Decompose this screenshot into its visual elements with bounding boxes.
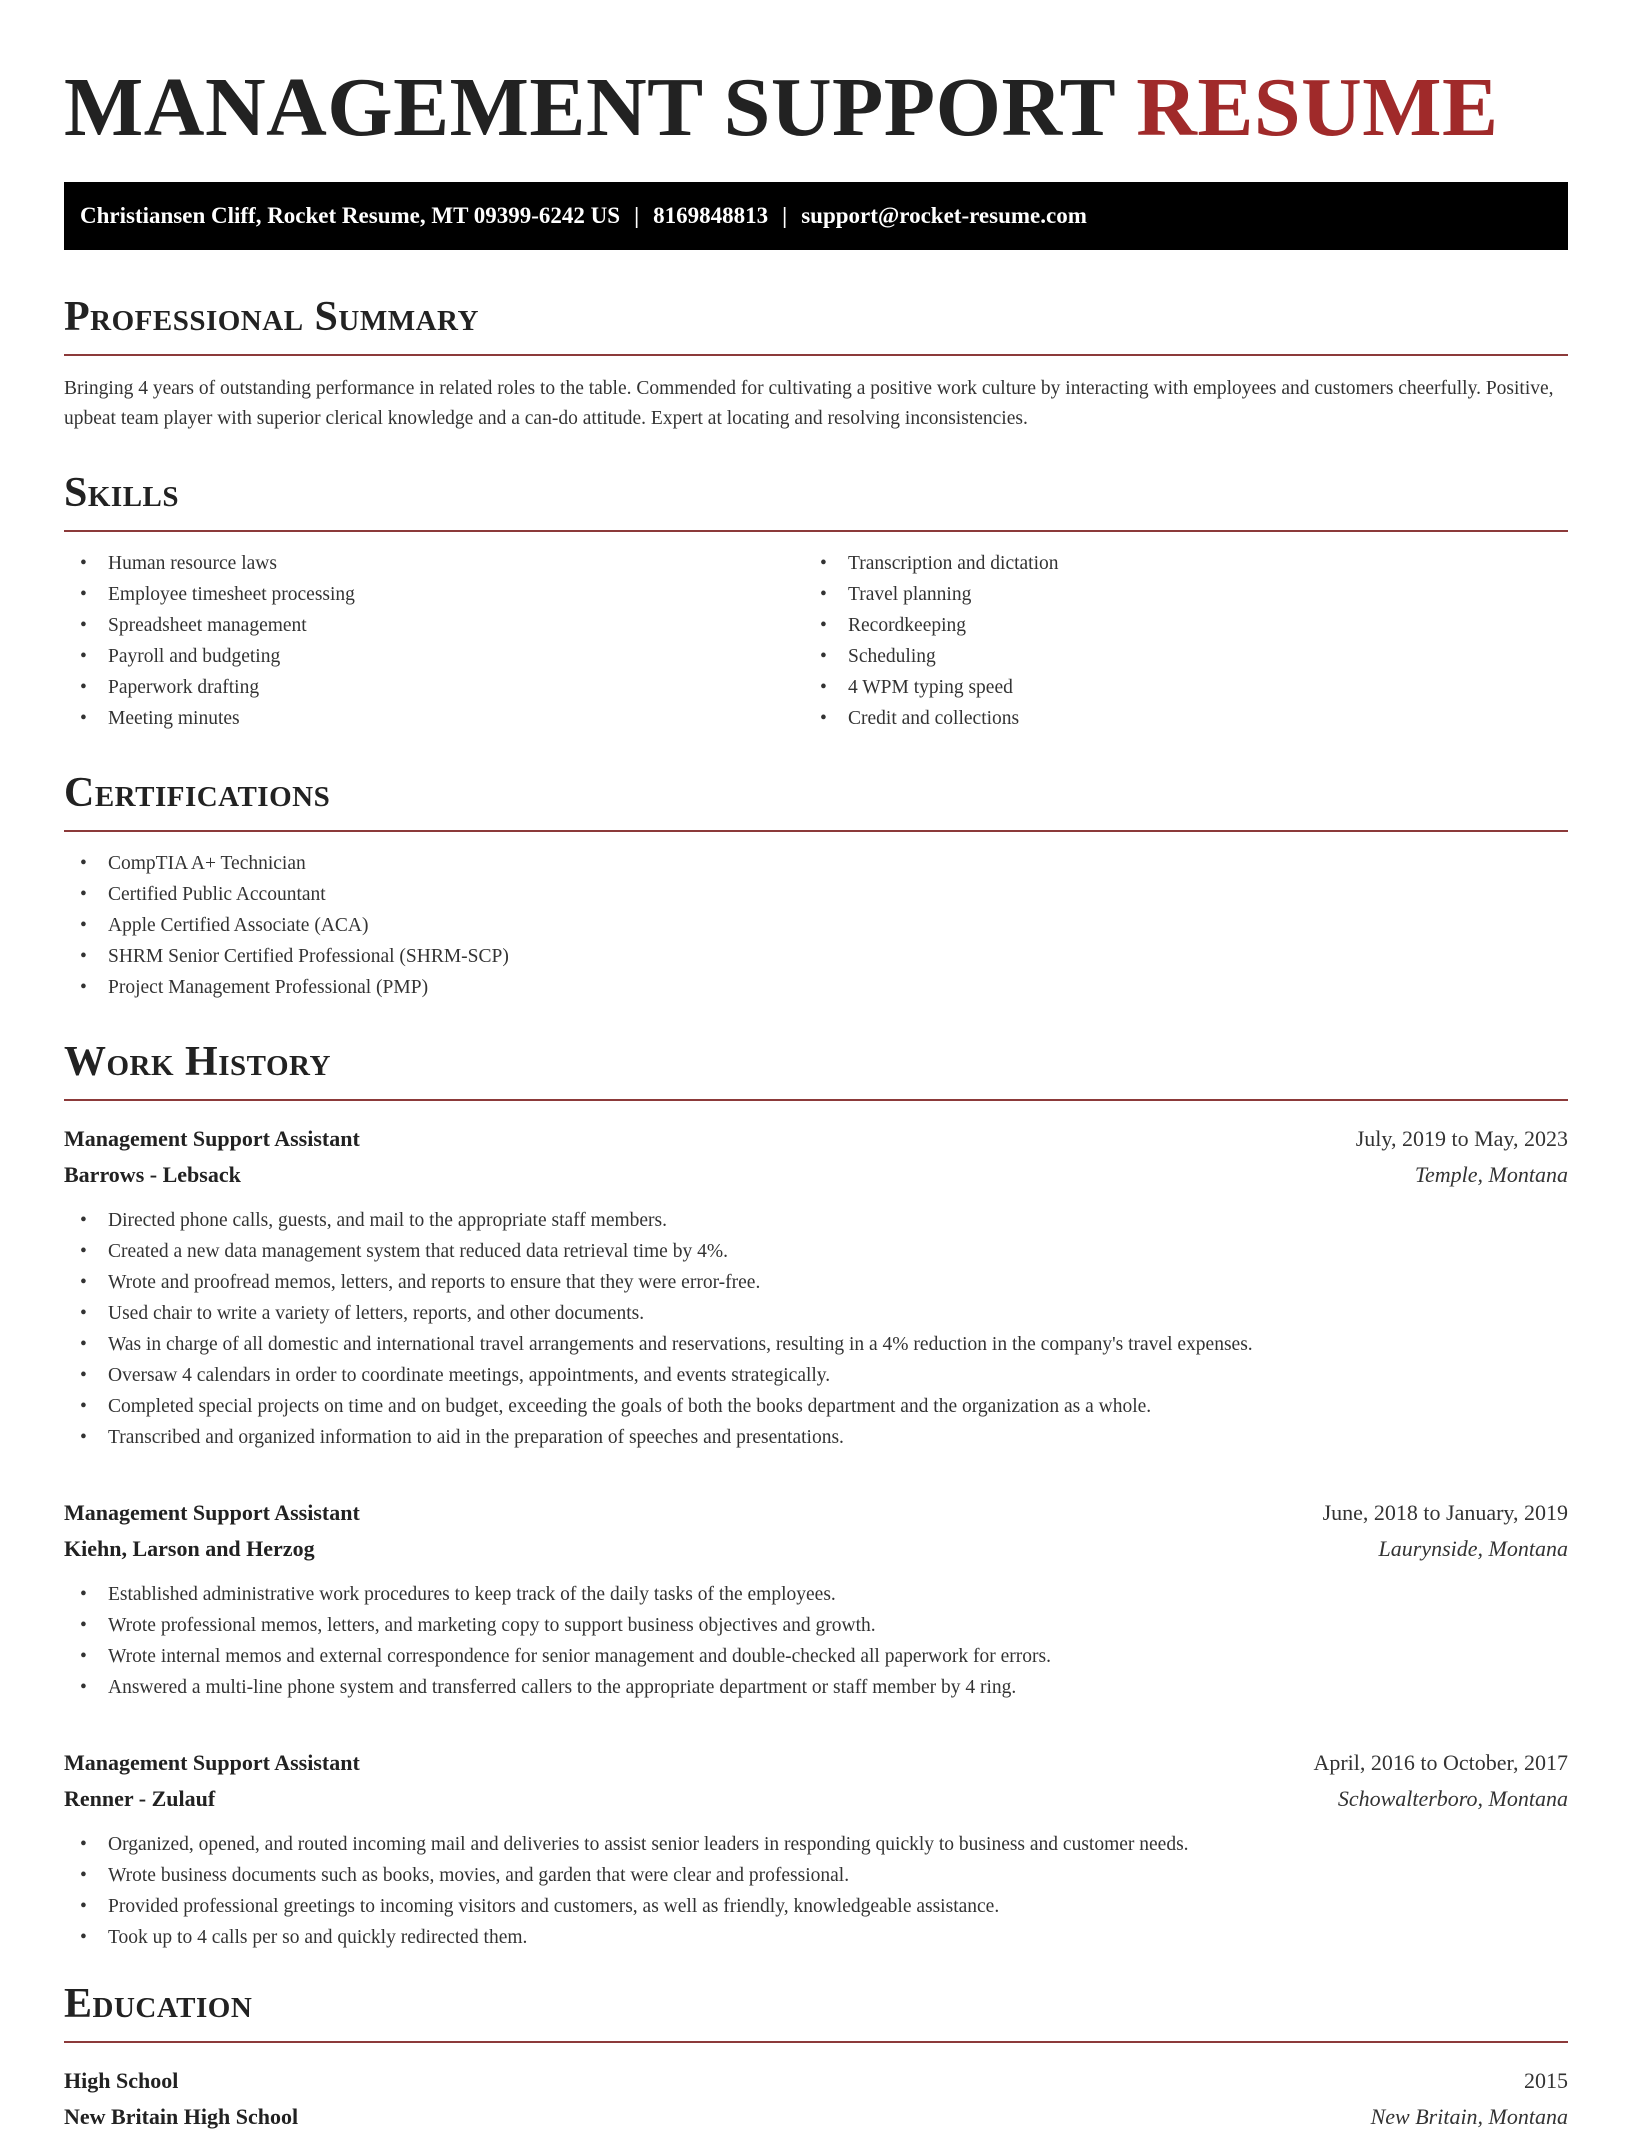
contact-email: support@rocket-resume.com — [801, 203, 1087, 228]
job-entry — [64, 1495, 1568, 1703]
certification-item: • SHRM Senior Certified Professional (SHRM-SCP) — [64, 941, 1568, 972]
skills-list — [64, 548, 1568, 734]
certification-item: • CompTIA A+ Technician — [64, 848, 1568, 879]
education-heading: Education — [64, 1981, 253, 2027]
education-location: New Britain, Montana — [1370, 2104, 1568, 2129]
skill-item: • Meeting minutes — [64, 703, 804, 734]
job-bullet: • Answered a multi-line phone system and transferred callers to the appropriate department or staff member by 4 ring. — [64, 1672, 1568, 1703]
skill-item: • Paperwork drafting — [64, 672, 804, 703]
job-location: Laurynside, Montana — [1378, 1536, 1568, 1561]
contact-address: Christiansen Cliff, Rocket Resume, MT 09399-6242 US — [80, 203, 621, 228]
job-dates: April, 2016 to October, 2017 — [1313, 1750, 1568, 1775]
job-dates: June, 2018 to January, 2019 — [1322, 1500, 1568, 1525]
job-location: Schowalterboro, Montana — [1337, 1786, 1568, 1811]
job-bullets — [64, 1829, 1568, 1953]
section-divider — [64, 354, 1568, 356]
job-company: Kiehn, Larson and Herzog — [64, 1536, 315, 1561]
title-main: MANAGEMENT SUPPORT — [64, 61, 1115, 154]
skills-left-column — [64, 548, 804, 734]
skill-item: • Travel planning — [804, 579, 1568, 610]
certification-item: • Project Management Professional (PMP) — [64, 972, 1568, 1003]
contact-phone: 8169848813 — [653, 203, 769, 228]
summary-text: Bringing 4 years of outstanding performance in related roles to the table. Commended for cultivating a positive work culture by interacting with employees and customers cheerfully. Positive, upbeat team player with superior clerical knowledge and a can-do attitude. Expert at locating and resolving inconsistencies. — [64, 378, 1554, 429]
job-bullet: • Oversaw 4 calendars in order to coordinate meetings, appointments, and events strategically. — [64, 1360, 1568, 1391]
job-bullet: • Organized, opened, and routed incoming mail and deliveries to assist senior leaders in responding quickly to business and customer needs. — [64, 1829, 1568, 1860]
job-bullet: • Used chair to write a variety of letters, reports, and other documents. — [64, 1298, 1568, 1329]
job-title: Management Support Assistant — [64, 1126, 360, 1151]
contact-separator: | — [782, 203, 788, 228]
job-bullet: • Provided professional greetings to incoming visitors and customers, as well as friendly, knowledgeable assistance. — [64, 1891, 1568, 1922]
skill-item: • Spreadsheet management — [64, 610, 804, 641]
job-company: Renner - Zulauf — [64, 1786, 216, 1811]
job-bullet: • Wrote business documents such as books, movies, and garden that were clear and professional. — [64, 1860, 1568, 1891]
contact-separator: | — [634, 203, 640, 228]
skill-item: • Credit and collections — [804, 703, 1568, 734]
job-bullet: • Was in charge of all domestic and international travel arrangements and reservations, resulting in a 4% reduction in the company's travel expenses. — [64, 1329, 1568, 1360]
section-divider — [64, 1099, 1568, 1101]
summary-heading: Professional Summary — [64, 294, 479, 340]
job-company: Barrows - Lebsack — [64, 1162, 241, 1187]
title-accent: RESUME — [1136, 61, 1499, 154]
job-bullet: • Directed phone calls, guests, and mail to the appropriate staff members. — [64, 1205, 1568, 1236]
skill-item: • 4 WPM typing speed — [804, 672, 1568, 703]
job-dates: July, 2019 to May, 2023 — [1355, 1126, 1568, 1151]
job-entry — [64, 1121, 1568, 1453]
education-school: New Britain High School — [64, 2104, 299, 2129]
education-degree: High School — [64, 2068, 179, 2093]
job-title: Management Support Assistant — [64, 1500, 360, 1525]
job-bullet: • Transcribed and organized information to aid in the preparation of speeches and presentations. — [64, 1422, 1568, 1453]
skill-item: • Payroll and budgeting — [64, 641, 804, 672]
contact-bar — [64, 182, 1568, 250]
job-bullet: • Created a new data management system that reduced data retrieval time by 4%. — [64, 1236, 1568, 1267]
skill-item: • Scheduling — [804, 641, 1568, 672]
job-bullet: • Wrote internal memos and external correspondence for senior management and double-checked all paperwork for errors. — [64, 1641, 1568, 1672]
section-divider — [64, 2041, 1568, 2043]
job-bullet: • Established administrative work procedures to keep track of the daily tasks of the employees. — [64, 1579, 1568, 1610]
education-year: 2015 — [1524, 2068, 1568, 2093]
job-entry — [64, 1745, 1568, 1953]
section-divider — [64, 530, 1568, 532]
job-bullet: • Took up to 4 calls per so and quickly redirected them. — [64, 1922, 1568, 1953]
skills-heading: Skills — [64, 470, 180, 516]
skill-item: • Transcription and dictation — [804, 548, 1568, 579]
certification-item: • Apple Certified Associate (ACA) — [64, 910, 1568, 941]
job-location: Temple, Montana — [1414, 1162, 1568, 1187]
job-bullet: • Completed special projects on time and on budget, exceeding the goals of both the books department and the organization as a whole. — [64, 1391, 1568, 1422]
job-title: Management Support Assistant — [64, 1750, 360, 1775]
section-divider — [64, 830, 1568, 832]
skill-item: • Human resource laws — [64, 548, 804, 579]
certification-item: • Certified Public Accountant — [64, 879, 1568, 910]
job-bullets — [64, 1205, 1568, 1453]
job-bullet: • Wrote professional memos, letters, and marketing copy to support business objectives and growth. — [64, 1610, 1568, 1641]
work-history-heading: Work History — [64, 1039, 331, 1085]
resume-title — [64, 52, 1568, 154]
skill-item: • Employee timesheet processing — [64, 579, 804, 610]
skills-right-column — [804, 548, 1568, 734]
certifications-heading: Certifications — [64, 770, 331, 816]
certifications-list — [64, 848, 1568, 1003]
skill-item: • Recordkeeping — [804, 610, 1568, 641]
job-bullets — [64, 1579, 1568, 1703]
job-bullet: • Wrote and proofread memos, letters, and reports to ensure that they were error-free. — [64, 1267, 1568, 1298]
education-entry — [64, 2063, 1568, 2135]
